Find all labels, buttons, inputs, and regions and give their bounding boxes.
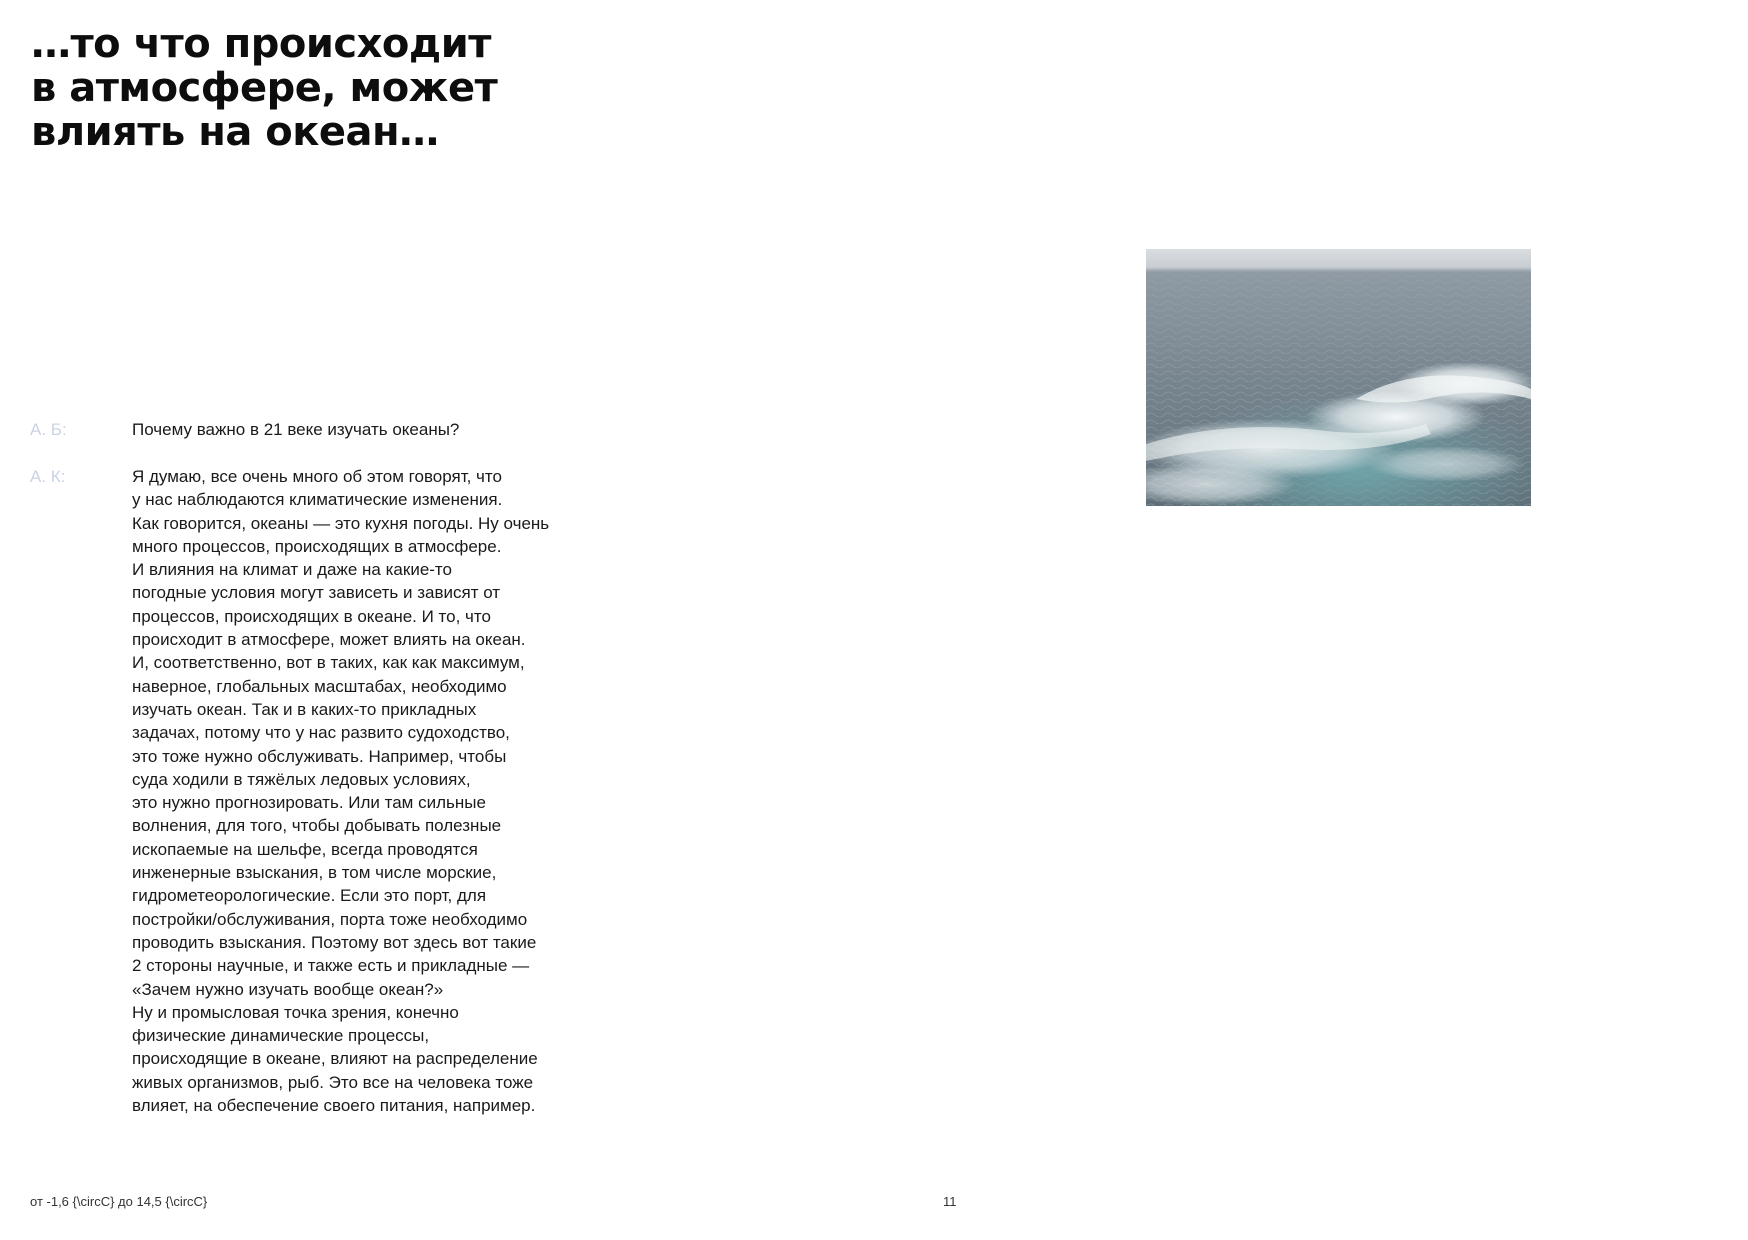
answer-line: Ну и промысловая точка зрения, конечно	[132, 1002, 459, 1022]
answer-line: Я думаю, все очень много об этом говорят, что	[132, 467, 502, 486]
answer-line: гидрометеорологические. Если это порт, для	[132, 886, 487, 906]
answer-line: происходящие в океане, влияют на распределение	[132, 1049, 538, 1069]
ocean-photo	[1146, 249, 1531, 506]
headline	[31, 22, 671, 154]
headline-line: в атмосфере, может	[31, 65, 498, 111]
question-text: Почему важно в 21 веке изучать океаны?	[132, 420, 460, 439]
answer-line: это нужно прогнозировать. Или там сильные	[132, 793, 486, 813]
answer-line: процессов, происходящих в океане. И то, что	[132, 606, 491, 626]
ocean-waves-image	[1146, 249, 1531, 506]
answer-line: 2 стороны научные, и также есть и прикладные —	[132, 956, 530, 976]
question-speaker-label: А. Б:	[30, 420, 67, 439]
answer-line: волнения, для того, чтобы добывать полезные	[132, 816, 502, 836]
answer-line: постройки/обслуживания, порта тоже необходимо	[132, 909, 528, 929]
answer-line: задачах, потому что у нас развито судоходство,	[132, 723, 510, 743]
answer-line: наверное, глобальных масштабах, необходимо	[132, 676, 507, 696]
answer-line: много процессов, происходящих в атмосфере.	[132, 536, 502, 556]
answer-line: «Зачем нужно изучать вообще океан?»	[132, 979, 444, 999]
answer-text	[132, 465, 652, 1117]
answer-line: это тоже нужно обслуживать. Например, чтобы	[132, 746, 507, 766]
headline-line: …то что происходит	[31, 21, 491, 67]
answer-line: погодные условия могут зависеть и зависят от	[132, 583, 501, 603]
page-number: 11	[943, 1194, 957, 1209]
answer-speaker-label: А. К:	[30, 467, 66, 486]
answer-line: инженерные взыскания, в том числе морские,	[132, 863, 497, 883]
answer-line: И, соответственно, вот в таких, как как максимум,	[132, 653, 525, 673]
answer-line: происходит в атмосфере, может влиять на океан.	[132, 630, 526, 650]
answer-line: изучать океан. Так и в каких-то прикладных	[132, 699, 477, 719]
answer-line: влияет, на обеспечение своего питания, например.	[132, 1096, 536, 1116]
footer-note: от -1,6 {\circC} до 14,5 {\circC}	[30, 1194, 208, 1209]
answer-line: физические динамические процессы,	[132, 1026, 430, 1046]
answer-line: у нас наблюдаются климатические изменения.	[132, 490, 503, 510]
headline-line: влиять на океан…	[31, 109, 439, 155]
answer-line: ископаемые на шельфе, всегда проводятся	[132, 839, 478, 859]
answer-line: живых организмов, рыб. Это все на человека тоже	[132, 1072, 534, 1092]
answer-line: проводить взыскания. Поэтому вот здесь вот такие	[132, 932, 537, 952]
answer-line: И влияния на климат и даже на какие-то	[132, 560, 452, 580]
answer-line: суда ходили в тяжёлых ледовых условиях,	[132, 769, 471, 789]
answer-line: Как говорится, океаны — это кухня погоды. Ну очень	[132, 513, 550, 533]
